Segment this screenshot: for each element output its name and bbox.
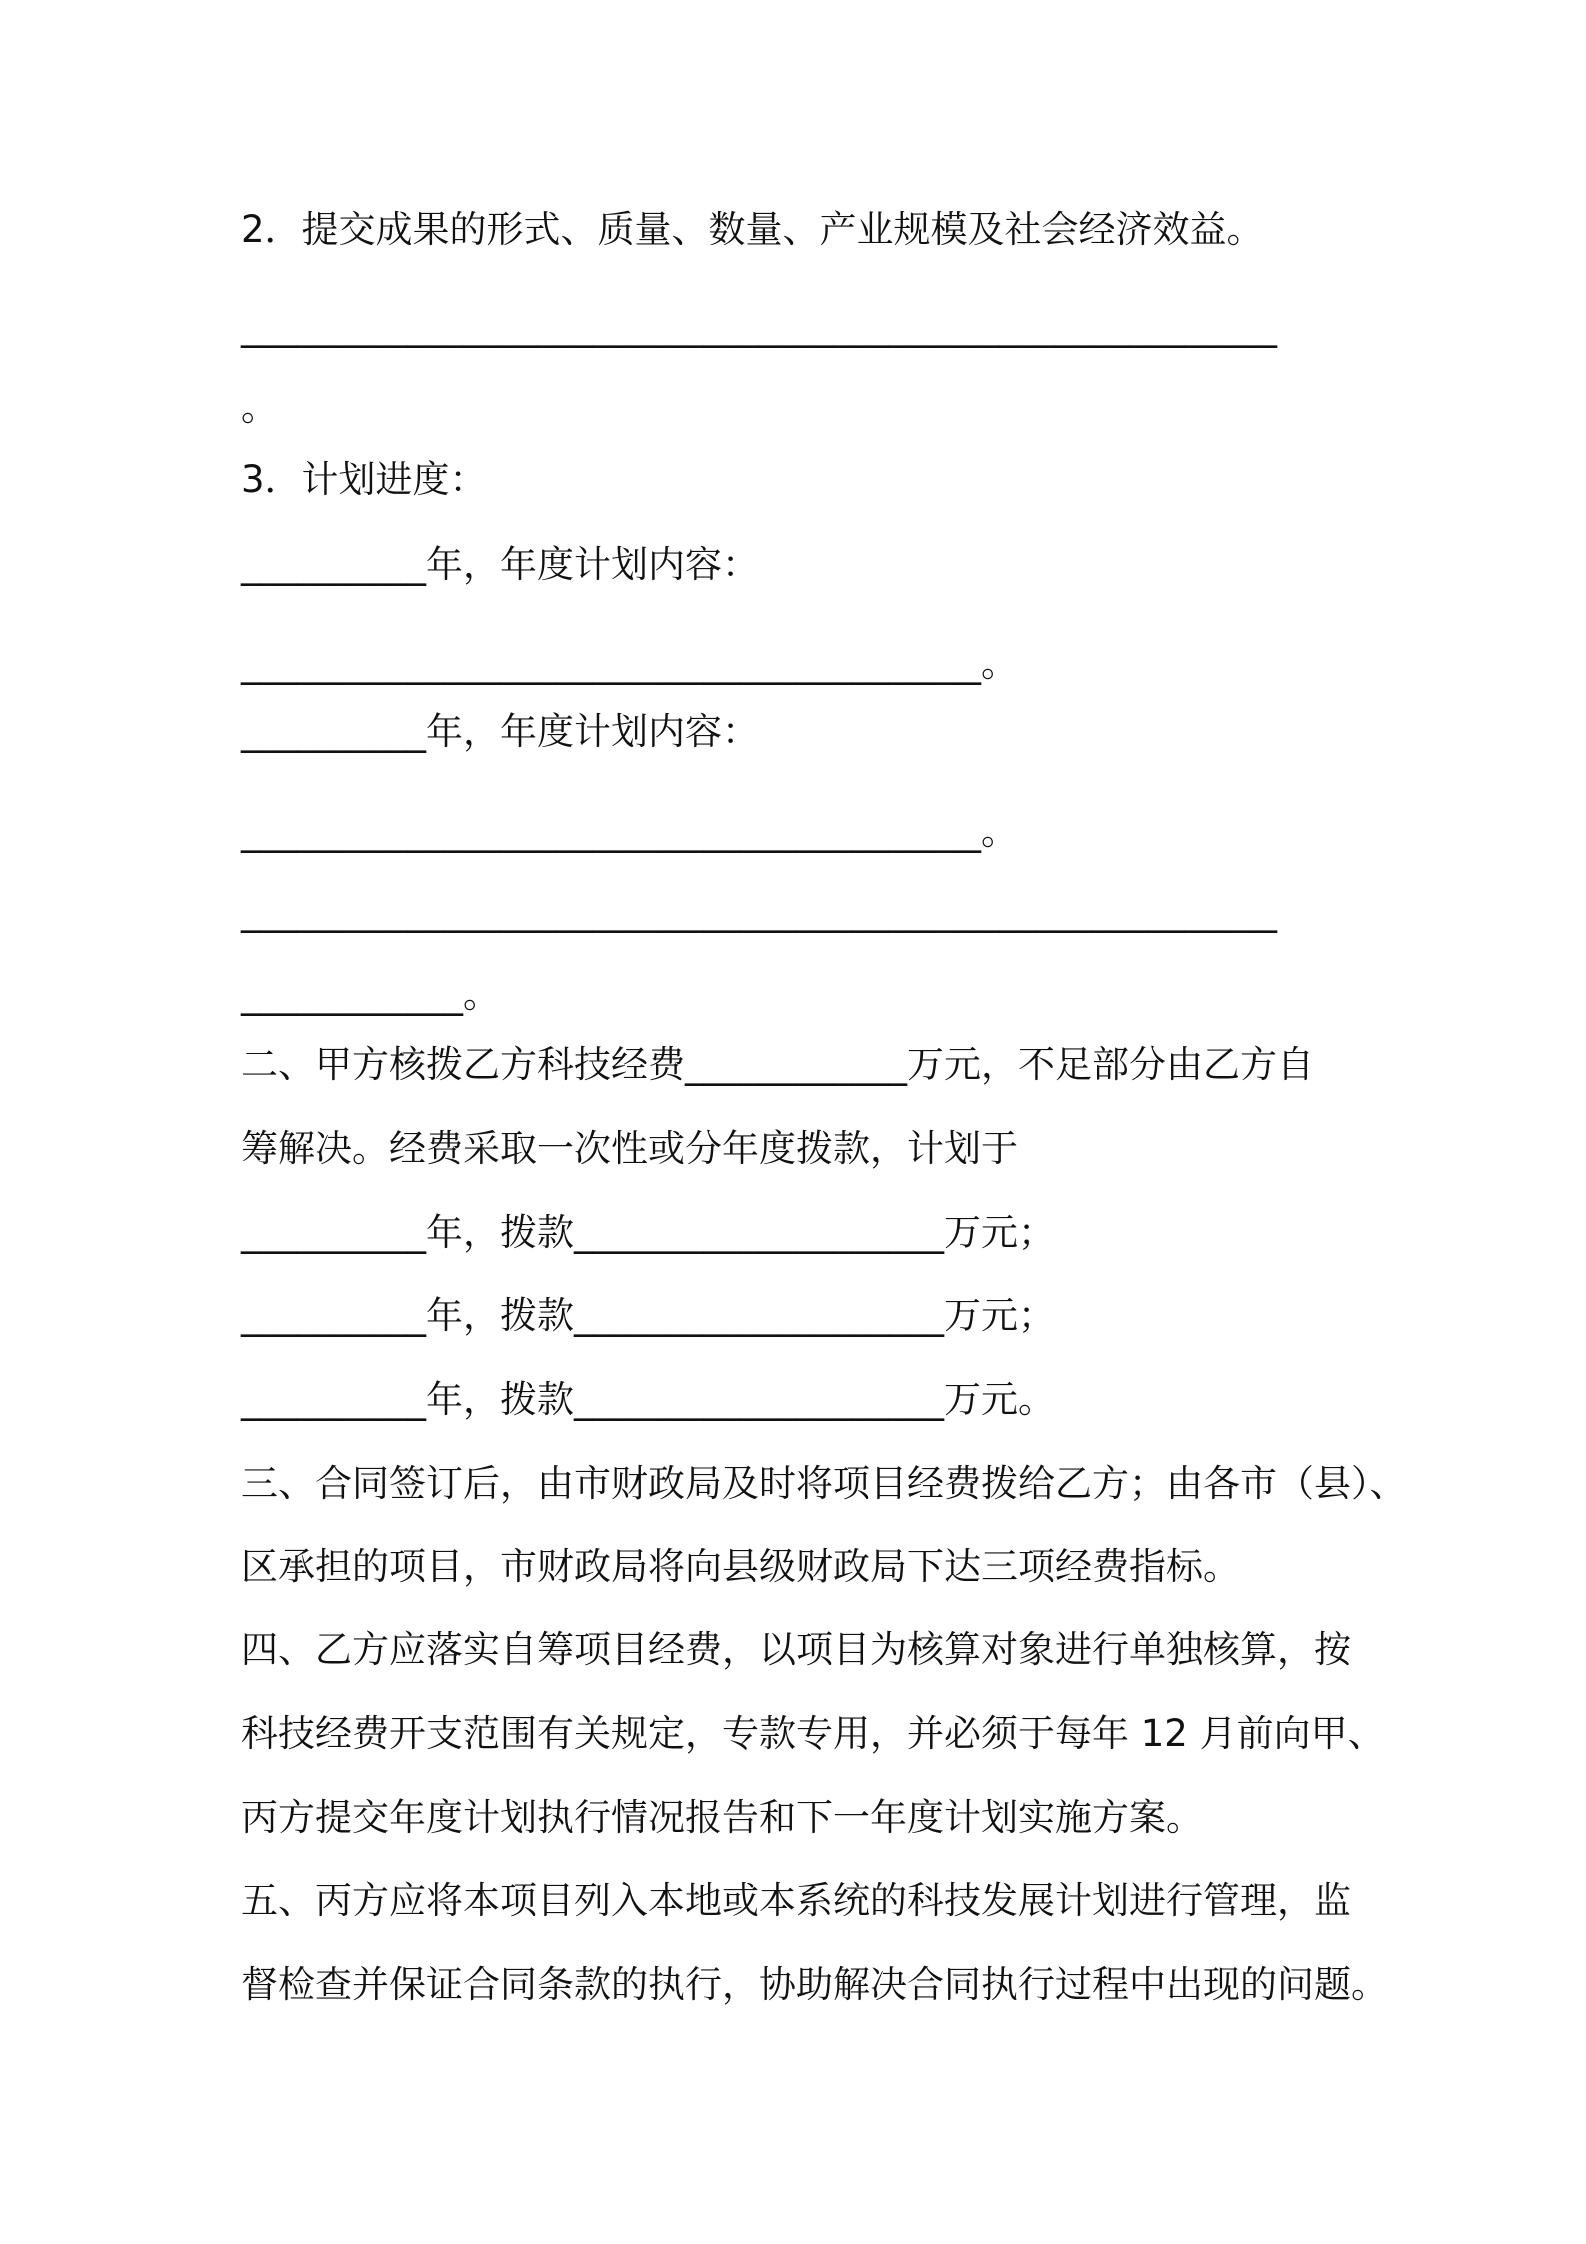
text-line: ____________。 (241, 973, 500, 1016)
text-line: 三、合同签订后，由市财政局及时将项目经费拨给乙方；由各市（县）、 (241, 1462, 1407, 1505)
text-line: 督检查并保证合同条款的执行，协助解决合同执行过程中出现的问题。 (241, 1963, 1388, 2006)
text-line: 四、乙方应落实自筹项目经费，以项目为核算对象进行单独核算，按 (241, 1628, 1351, 1671)
text-line: 二、甲方核拨乙方科技经费____________万元，不足部分由乙方自 (241, 1043, 1314, 1086)
text-line: 区承担的项目，市财政局将向县级财政局下达三项经费指标。 (241, 1545, 1240, 1588)
text-line: 丙方提交年度计划执行情况报告和下一年度计划实施方案。 (241, 1796, 1203, 1839)
text-line: 2．提交成果的形式、质量、数量、产业规模及社会经济效益。 (241, 208, 1264, 251)
text-line: 五、丙方应将本项目列入本地或本系统的科技发展计划进行管理，监 (241, 1879, 1351, 1922)
text-line: ________________________________________。 (241, 810, 1018, 853)
text-line: ________________________________________________________ (241, 890, 1277, 933)
text-line: 科技经费开支范围有关规定，专款专用，并必须于每年 12 月前向甲、 (241, 1712, 1385, 1755)
text-line: __________年，年度计划内容： (241, 710, 759, 753)
text-line: ________________________________________。 (241, 642, 1018, 685)
text-line: 筹解决。经费采取一次性或分年度拨款，计划于 (241, 1127, 1018, 1170)
text-line: __________年，拨款____________________万元； (241, 1294, 1055, 1337)
text-line: 。 (241, 386, 278, 429)
text-line: __________年，拨款____________________万元； (241, 1211, 1055, 1254)
text-line: __________年，拨款____________________万元。 (241, 1378, 1055, 1421)
text-line: __________年，年度计划内容： (241, 543, 759, 586)
text-line: 3．计划进度： (241, 458, 487, 501)
text-line: ________________________________________________________ (241, 305, 1277, 348)
